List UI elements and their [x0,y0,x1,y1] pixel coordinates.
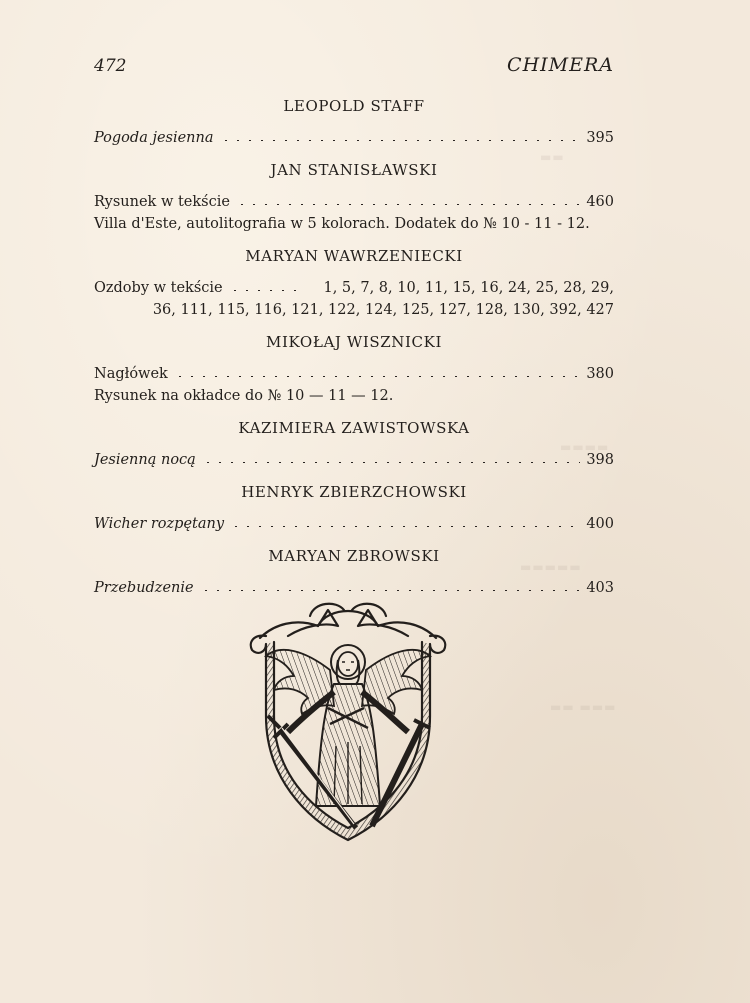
dot-leader [236,204,580,205]
author-name: LEOPOLD STAFF [283,97,425,115]
dot-leader [200,590,581,591]
entry-page: 403 [586,580,614,596]
author-name: HENRYK ZBIERZCHOWSKI [241,483,467,501]
entry-page: 395 [586,130,614,146]
dot-leader [229,290,301,291]
entry-page: 460 [586,194,614,210]
toc-entry [94,385,614,407]
author-section [94,247,614,321]
toc-entry [94,191,614,213]
running-head [94,56,614,80]
toc-entry [94,363,614,385]
dot-leader [202,462,580,463]
toc-entry [94,449,614,471]
entry-page-continuation: 36, 111, 115, 116, 121, 122, 124, 125, 127, 128, 130, 392, 427 [152,302,614,318]
entry-title: Jesienną nocą [94,452,196,468]
page-number: 472 [94,56,127,76]
entry-title: Rysunek w tekście [94,194,230,210]
dot-leader [220,140,581,141]
entry-title: Przebudzenie [94,580,194,596]
toc-entry [94,513,614,535]
entry-page: 380 [586,366,614,382]
entry-title: Ozdoby w tekście [94,280,223,296]
entry-title: Nagłówek [94,366,168,382]
author-name: MARYAN WAWRZENIECKI [245,247,463,265]
toc-entry [94,127,614,149]
author-section [94,333,614,407]
entry-title: Rysunek na okładce do № 10 — 11 — 12. [94,388,394,404]
author-name: MIKOŁAJ WISZNICKI [266,333,442,351]
author-name: JAN STANISŁAWSKI [270,161,438,179]
author-section [94,161,614,235]
toc-entry [94,277,614,299]
author-section [94,419,614,471]
author-section [94,97,614,149]
angel-with-sword-shield-icon [244,596,452,848]
toc-entry [94,213,614,235]
journal-title: CHIMERA [507,54,614,76]
author-section [94,483,614,535]
entry-title: Villa d'Este, autolitografia w 5 kolorach. Dodatek do № 10 - 11 - 12. [94,216,590,232]
entry-page: 1, 5, 7, 8, 10, 11, 15, 16, 24, 25, 28, 29, [323,280,614,296]
entry-title: Pogoda jesienna [94,130,214,146]
author-section [94,547,614,599]
entry-title: Wicher rozpętany [94,516,225,532]
dot-leader [230,526,580,527]
entry-page: 400 [586,516,614,532]
entry-page: 398 [586,452,614,468]
author-name: MARYAN ZBROWSKI [268,547,440,565]
author-name: KAZIMIERA ZAWISTOWSKA [238,419,470,437]
dot-leader [174,376,580,377]
table-of-contents [94,97,614,611]
